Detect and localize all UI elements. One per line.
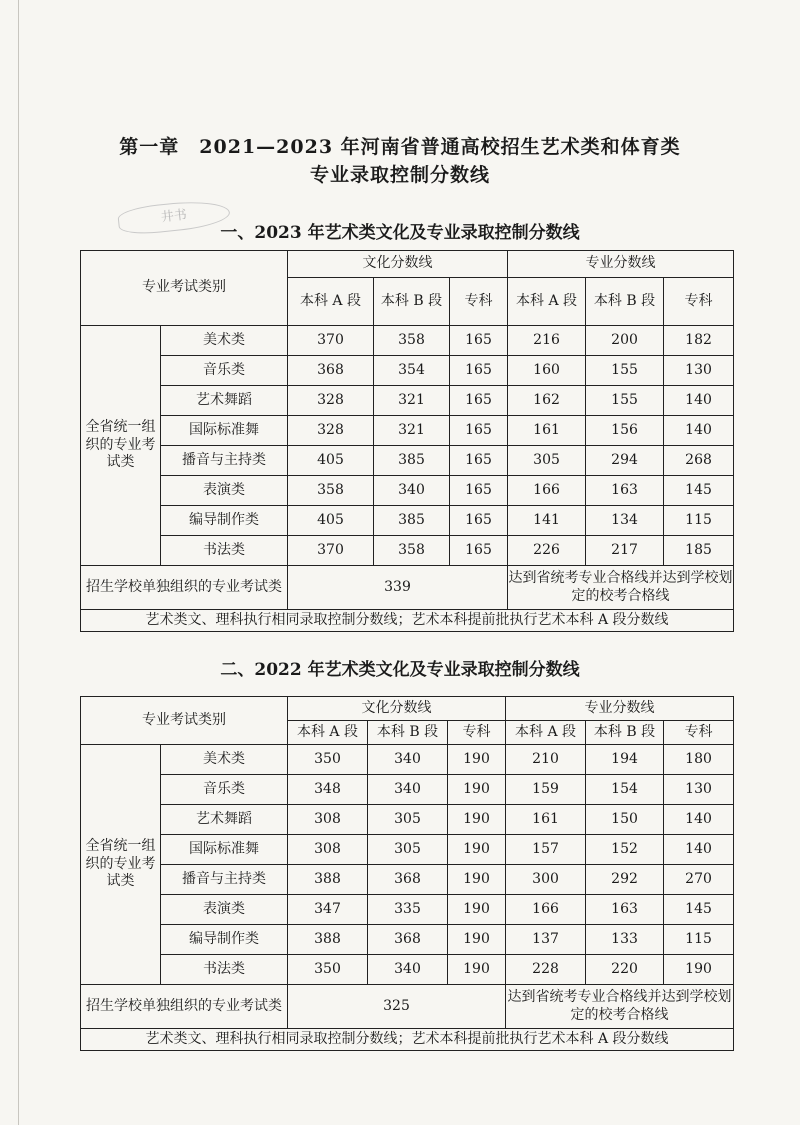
table-row bbox=[81, 506, 734, 536]
score-cell: 190 bbox=[448, 865, 506, 895]
score-cell: 155 bbox=[586, 356, 664, 386]
score-cell: 217 bbox=[586, 536, 664, 566]
table-row bbox=[81, 416, 734, 446]
score-cell: 292 bbox=[586, 865, 664, 895]
score-cell: 350 bbox=[288, 955, 368, 985]
score-cell: 165 bbox=[450, 536, 508, 566]
header-major-b: 本科 B 段 bbox=[586, 721, 664, 745]
score-cell: 140 bbox=[664, 805, 734, 835]
score-cell: 165 bbox=[450, 326, 508, 356]
independent-label: 招生学校单独组织的专业考试类 bbox=[81, 566, 288, 610]
table-row bbox=[81, 925, 734, 955]
score-cell: 358 bbox=[374, 536, 450, 566]
score-cell: 130 bbox=[664, 775, 734, 805]
score-cell: 305 bbox=[368, 805, 448, 835]
header-culture: 文化分数线 bbox=[288, 697, 506, 721]
header-major-a: 本科 A 段 bbox=[508, 278, 586, 326]
header-culture-b: 本科 B 段 bbox=[374, 278, 450, 326]
score-cell: 165 bbox=[450, 476, 508, 506]
score-cell: 154 bbox=[586, 775, 664, 805]
score-cell: 350 bbox=[288, 745, 368, 775]
score-cell: 140 bbox=[664, 386, 734, 416]
score-cell: 190 bbox=[448, 895, 506, 925]
score-cell: 347 bbox=[288, 895, 368, 925]
category-cell: 表演类 bbox=[161, 476, 288, 506]
independent-label: 招生学校单独组织的专业考试类 bbox=[81, 985, 288, 1029]
score-cell: 156 bbox=[586, 416, 664, 446]
score-cell: 308 bbox=[288, 805, 368, 835]
score-cell: 388 bbox=[288, 925, 368, 955]
group-label: 全省统一组织的专业考试类 bbox=[81, 745, 161, 985]
score-cell: 308 bbox=[288, 835, 368, 865]
score-cell: 190 bbox=[448, 835, 506, 865]
header-major-zk: 专科 bbox=[664, 278, 734, 326]
header-culture-a: 本科 A 段 bbox=[288, 721, 368, 745]
table-footnote: 艺术类文、理科执行相同录取控制分数线；艺术本科提前批执行艺术本科 A 段分数线 bbox=[81, 610, 734, 632]
score-table-2022 bbox=[80, 696, 734, 1051]
score-cell: 216 bbox=[508, 326, 586, 356]
score-cell: 368 bbox=[368, 925, 448, 955]
score-cell: 340 bbox=[368, 775, 448, 805]
score-cell: 268 bbox=[664, 446, 734, 476]
header-major: 专业分数线 bbox=[508, 251, 734, 278]
score-cell: 165 bbox=[450, 386, 508, 416]
score-cell: 190 bbox=[448, 805, 506, 835]
score-cell: 368 bbox=[368, 865, 448, 895]
footnote-row bbox=[81, 610, 734, 632]
score-cell: 370 bbox=[288, 536, 374, 566]
score-cell: 220 bbox=[586, 955, 664, 985]
score-cell: 270 bbox=[664, 865, 734, 895]
score-cell: 368 bbox=[288, 356, 374, 386]
score-cell: 321 bbox=[374, 416, 450, 446]
score-cell: 321 bbox=[374, 386, 450, 416]
chapter-subtitle: 专业录取控制分数线 bbox=[309, 164, 490, 186]
category-cell: 书法类 bbox=[161, 536, 288, 566]
score-cell: 228 bbox=[506, 955, 586, 985]
score-cell: 190 bbox=[664, 955, 734, 985]
score-cell: 163 bbox=[586, 476, 664, 506]
score-cell: 370 bbox=[288, 326, 374, 356]
header-major-a: 本科 A 段 bbox=[506, 721, 586, 745]
table-row bbox=[81, 446, 734, 476]
category-cell: 美术类 bbox=[161, 326, 288, 356]
table-row bbox=[81, 775, 734, 805]
score-cell: 161 bbox=[506, 805, 586, 835]
score-cell: 340 bbox=[368, 955, 448, 985]
score-cell: 405 bbox=[288, 506, 374, 536]
score-cell: 190 bbox=[448, 745, 506, 775]
table-row bbox=[81, 835, 734, 865]
score-cell: 163 bbox=[586, 895, 664, 925]
score-cell: 137 bbox=[506, 925, 586, 955]
score-cell: 165 bbox=[450, 416, 508, 446]
score-cell: 305 bbox=[368, 835, 448, 865]
score-cell: 358 bbox=[288, 476, 374, 506]
table-row bbox=[81, 865, 734, 895]
score-cell: 140 bbox=[664, 416, 734, 446]
score-cell: 358 bbox=[374, 326, 450, 356]
score-cell: 294 bbox=[586, 446, 664, 476]
score-cell: 200 bbox=[586, 326, 664, 356]
score-cell: 405 bbox=[288, 446, 374, 476]
table-row bbox=[81, 356, 734, 386]
score-cell: 166 bbox=[508, 476, 586, 506]
header-major-b: 本科 B 段 bbox=[586, 278, 664, 326]
score-cell: 190 bbox=[448, 775, 506, 805]
score-cell: 328 bbox=[288, 416, 374, 446]
header-major: 专业分数线 bbox=[506, 697, 734, 721]
category-cell: 表演类 bbox=[161, 895, 288, 925]
score-cell: 305 bbox=[508, 446, 586, 476]
score-cell: 185 bbox=[664, 536, 734, 566]
score-cell: 194 bbox=[586, 745, 664, 775]
score-cell: 134 bbox=[586, 506, 664, 536]
category-cell: 国际标准舞 bbox=[161, 416, 288, 446]
header-culture-a: 本科 A 段 bbox=[288, 278, 374, 326]
score-cell: 165 bbox=[450, 356, 508, 386]
category-cell: 美术类 bbox=[161, 745, 288, 775]
score-cell: 340 bbox=[374, 476, 450, 506]
independent-culture-score: 325 bbox=[288, 985, 506, 1029]
score-cell: 145 bbox=[664, 895, 734, 925]
header-culture-zk: 专科 bbox=[450, 278, 508, 326]
table-row bbox=[81, 805, 734, 835]
score-cell: 157 bbox=[506, 835, 586, 865]
category-cell: 艺术舞蹈 bbox=[161, 805, 288, 835]
score-cell: 152 bbox=[586, 835, 664, 865]
score-cell: 226 bbox=[508, 536, 586, 566]
score-cell: 159 bbox=[506, 775, 586, 805]
score-cell: 300 bbox=[506, 865, 586, 895]
category-cell: 艺术舞蹈 bbox=[161, 386, 288, 416]
category-cell: 国际标准舞 bbox=[161, 835, 288, 865]
table-row bbox=[81, 536, 734, 566]
score-cell: 210 bbox=[506, 745, 586, 775]
score-cell: 115 bbox=[664, 506, 734, 536]
independent-major-note: 达到省统考专业合格线并达到学校划定的校考合格线 bbox=[506, 985, 734, 1029]
header-major-zk: 专科 bbox=[664, 721, 734, 745]
score-cell: 335 bbox=[368, 895, 448, 925]
score-cell: 385 bbox=[374, 506, 450, 536]
header-culture: 文化分数线 bbox=[288, 251, 508, 278]
group-label: 全省统一组织的专业考试类 bbox=[81, 326, 161, 566]
score-table-2023 bbox=[80, 250, 734, 632]
table-row bbox=[81, 745, 734, 775]
score-cell: 385 bbox=[374, 446, 450, 476]
table-row bbox=[81, 895, 734, 925]
header-culture-zk: 专科 bbox=[448, 721, 506, 745]
score-cell: 145 bbox=[664, 476, 734, 506]
table-row bbox=[81, 326, 734, 356]
header-category: 专业考试类别 bbox=[81, 697, 288, 745]
score-cell: 115 bbox=[664, 925, 734, 955]
score-cell: 340 bbox=[368, 745, 448, 775]
score-cell: 328 bbox=[288, 386, 374, 416]
score-cell: 133 bbox=[586, 925, 664, 955]
score-cell: 190 bbox=[448, 925, 506, 955]
score-cell: 190 bbox=[448, 955, 506, 985]
table-row bbox=[81, 955, 734, 985]
score-cell: 388 bbox=[288, 865, 368, 895]
score-cell: 165 bbox=[450, 506, 508, 536]
score-cell: 165 bbox=[450, 446, 508, 476]
table-footnote: 艺术类文、理科执行相同录取控制分数线；艺术本科提前批执行艺术本科 A 段分数线 bbox=[81, 1029, 734, 1051]
score-cell: 141 bbox=[508, 506, 586, 536]
stamp-mark: 井书 bbox=[117, 197, 231, 237]
score-cell: 160 bbox=[508, 356, 586, 386]
section-title-2022: 二、2022 年艺术类文化及专业录取控制分数线 bbox=[220, 660, 580, 680]
score-cell: 348 bbox=[288, 775, 368, 805]
header-category: 专业考试类别 bbox=[81, 251, 288, 326]
score-cell: 161 bbox=[508, 416, 586, 446]
independent-row bbox=[81, 985, 734, 1029]
category-cell: 播音与主持类 bbox=[161, 865, 288, 895]
chapter-title: 第一章 2021—2023 年河南省普通高校招生艺术类和体育类 bbox=[119, 136, 681, 158]
score-cell: 166 bbox=[506, 895, 586, 925]
score-cell: 155 bbox=[586, 386, 664, 416]
score-cell: 354 bbox=[374, 356, 450, 386]
independent-culture-score: 339 bbox=[288, 566, 508, 610]
section-title-2023: 一、2023 年艺术类文化及专业录取控制分数线 bbox=[220, 223, 580, 243]
category-cell: 编导制作类 bbox=[161, 925, 288, 955]
independent-major-note: 达到省统考专业合格线并达到学校划定的校考合格线 bbox=[508, 566, 734, 610]
table-row bbox=[81, 386, 734, 416]
table-row bbox=[81, 476, 734, 506]
footnote-row bbox=[81, 1029, 734, 1051]
category-cell: 编导制作类 bbox=[161, 506, 288, 536]
category-cell: 音乐类 bbox=[161, 356, 288, 386]
score-cell: 162 bbox=[508, 386, 586, 416]
score-cell: 140 bbox=[664, 835, 734, 865]
score-cell: 150 bbox=[586, 805, 664, 835]
category-cell: 书法类 bbox=[161, 955, 288, 985]
header-culture-b: 本科 B 段 bbox=[368, 721, 448, 745]
category-cell: 播音与主持类 bbox=[161, 446, 288, 476]
category-cell: 音乐类 bbox=[161, 775, 288, 805]
score-cell: 180 bbox=[664, 745, 734, 775]
independent-row bbox=[81, 566, 734, 610]
score-cell: 182 bbox=[664, 326, 734, 356]
score-cell: 130 bbox=[664, 356, 734, 386]
